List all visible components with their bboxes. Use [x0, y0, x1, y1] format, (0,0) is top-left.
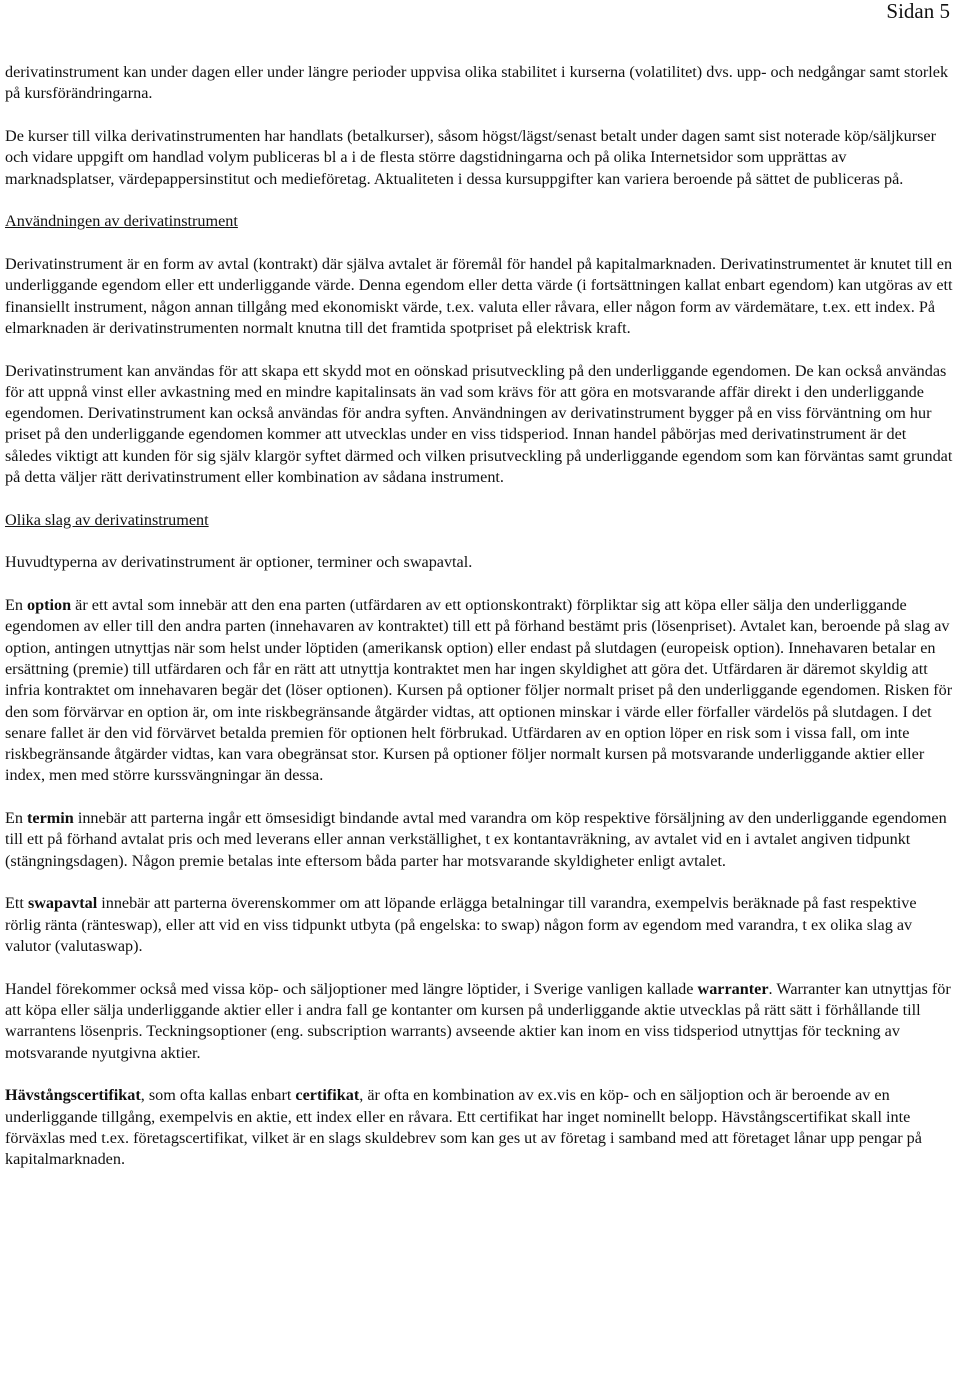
term-termin: termin — [27, 809, 74, 828]
text-segment: En — [5, 809, 28, 828]
paragraph-certificates — [5, 1085, 955, 1170]
text-segment: är ett avtal som innebär att den ena parten (utfärdaren av ett optionskontrakt) förpliktar sig att köpa eller sälja den underliggande egendomen av eller till den andra parten (innehavaren av kontraktet) till ett på förhand bestämt pris (lösenpriset). Avtalet kan, beroende på slag av option, antingen utnyttjas när som helst under löptiden (amerikansk option) eller endast på slutdagen (europeisk option). Innehavaren betalar en ersättning (premie) till utfärdaren och får en rätt att utnyttja kontraktet men har ingen skyldighet att göra det. Utfärdaren är däremot skyldig att infria kontraktet om innehavaren begär det (löser optionen). Kursen på optioner följer normalt priset på den underliggande egendomen. Risken för den som förvärvar en option är, om inte riskbegränsande åtgärder vidtas, att optionen minskar i värde eller förfaller värdelös på slutdagen. I det senare fallet är den vid förvärvet betalda premien för optionen helt förbrukad. Utfärdaren av en option löper en risk som i vissa fall, om inte riskbegränsande åtgärder vidtas, kan vara obegränsat stor. Kursen på optioner följer normalt kursen på motsvarande underliggande aktier eller index, men med större kurssvängningar än dessa. — [5, 596, 953, 785]
paragraph-swap — [5, 893, 955, 957]
text-segment: Ett — [5, 894, 28, 913]
paragraph-purpose: Derivatinstrument kan användas för att skapa ett skydd mot en oönskad prisutveckling på den underliggande egendomen. De kan också användas för att uppnå vinst eller avkastning med en mindre kapitalinsats än vad som krävs för att göra en motsvarande affär direkt i den underliggande egendomen. Derivatinstrument kan också användas för andra syften. Användningen av derivatinstrument bygger på en viss förväntning om hur priset på den underliggande egendomen kommer att utvecklas under en viss tidsperiod. Innan handel påbörjas med derivatinstrument är det således viktigt att kunden för sig själv klargör syftet därmed och vilken prisutveckling på underliggande egendom som kan förväntas samt grundat på detta väljer rätt derivatinstrument eller kombination av sådana instrument. — [5, 361, 953, 487]
paragraph-main-types: Huvudtyperna av derivatinstrument är optioner, terminer och swapavtal. — [5, 553, 473, 572]
paragraph-definition: Derivatinstrument är en form av avtal (kontrakt) där själva avtalet är föremål för handel på kapitalmarknaden. Derivatinstrumentet är knutet till en underliggande egendom eller ett underliggande värde. Denna egendom eller detta värde (i fortsättningen kallat enbart egendom) kan utgöras av ett finansiellt instrument, någon annan tillgång med ekonomiskt värde, t.ex. valuta eller råvara, eller någon form av värdemätare, t.ex. ett index. På elmarknaden är derivatinstrumenten normalt knutna till det framtida spotpriset på elektrisk kraft. — [5, 254, 953, 337]
term-warranter: warranter — [697, 979, 769, 998]
section-heading-usage: Användningen av derivatinstrument — [5, 212, 238, 231]
term-swapavtal: swapavtal — [27, 894, 98, 913]
term-havstangscertifikat: Hävstångscertifikat — [5, 1086, 141, 1105]
document-body — [5, 62, 955, 1192]
term-option: option — [27, 596, 72, 615]
paragraph-price-publication: De kurser till vilka derivatinstrumenten har handlats (betalkurser), såsom högst/lägst/senast betalt under dagen samt sist noterade köp/säljkurser och vidare uppgift om handlad volym publiceras bl a i de flesta större dagstidningarna och på olika Internetsidor som upprättas av marknadsplatser, värdepappersinstitut och medieföretag. Aktualiteten i dessa kursuppgifter kan variera beroende på sättet de publiceras på. — [5, 126, 936, 188]
section-heading-types: Olika slag av derivatinstrument — [5, 510, 209, 529]
page-number: Sidan 5 — [886, 0, 950, 23]
text-segment: innebär att parterna överenskommer om att löpande erlägga betalningar till varandra, exempelvis beräknade på fast respektive rörlig ränta (ränteswap), eller att vid en viss tidpunkt utbyta (på engelska: to swap) någon form av egendom med varandra, t ex olika slag av valutor (valutaswap). — [5, 894, 917, 956]
paragraph-volatility: derivatinstrument kan under dagen eller under längre perioder uppvisa olika stabilitet i kurserna (volatilitet) dvs. upp- och nedgångar samt storlek på kursförändringarna. — [5, 63, 949, 103]
term-certifikat: certifikat — [295, 1086, 360, 1105]
text-segment: , som ofta kallas enbart — [140, 1086, 296, 1105]
text-segment: . Warranter kan utnyttjas för att köpa eller sälja underliggande aktier eller i andra fall ge kontanter om kursen på underliggande aktie utvecklas på rätt sätt i förhållande till warrantens lösenpris. Teckningsoptioner (eng. subscription warrants) avseende aktier kan inom en viss tidsperiod utnyttjas för teckning av motsvarande nyutgivna aktier. — [5, 979, 951, 1062]
paragraph-option — [5, 595, 955, 787]
paragraph-termin — [5, 808, 955, 872]
paragraph-warrants — [5, 979, 955, 1064]
text-segment: innebär att parterna ingår ett ömsesidigt bindande avtal med varandra om köp respektive försäljning av den underliggande egendomen till ett på förhand avtalat pris och med leverans eller annan verkställighet, t ex kontantavräkning, av avtalet vid en i avtalet angiven tidpunkt (stängningsdagen). Någon premie betalas inte eftersom båda parter har motsvarande skyldigheter enligt avtalet. — [5, 809, 947, 870]
text-segment: , är ofta en kombination av ex.vis en köp- och en säljoption och är beroende av en underliggande tillgång, exempelvis en aktie, ett index eller en råvara. Ett certifikat har inget nominellt belopp. Hävstångscertifikat skall inte förväxlas med t.ex. företagscertifikat, vilket är en slags skuldebrev som kan ges ut av företag i samband med att företaget lånar upp pengar på kapitalmarknaden. — [5, 1086, 922, 1169]
text-segment: En — [5, 596, 28, 615]
text-segment: Handel förekommer också med vissa köp- och säljoptioner med längre löptider, i Sverige vanligen kallade — [5, 979, 698, 998]
